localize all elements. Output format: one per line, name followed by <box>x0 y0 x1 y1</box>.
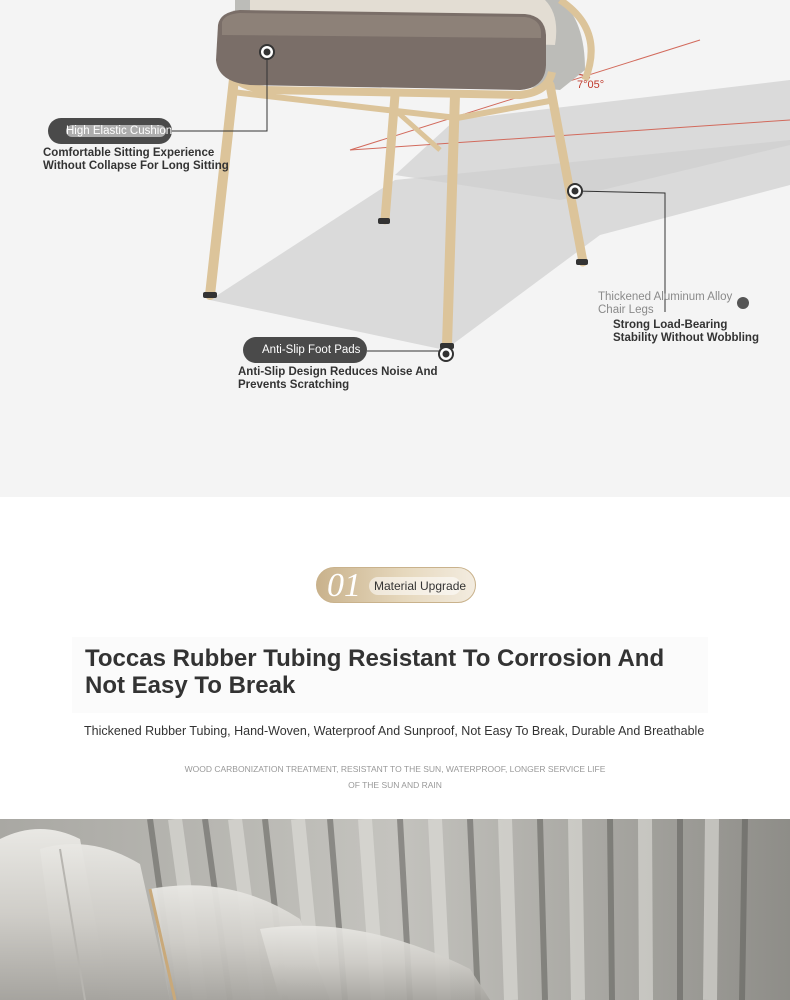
foot-pads-callout-pill <box>243 337 367 363</box>
foot-pads-callout-label: Anti-Slip Foot Pads <box>262 344 361 356</box>
headline-box <box>72 637 708 713</box>
foot-pad-marker <box>439 347 453 361</box>
foot-pads-callout-description: Anti-Slip Design Reduces Noise And Prevents Scratching <box>238 366 438 391</box>
legs-marker <box>568 184 582 198</box>
cushion-callout-label: High Elastic Cushion <box>66 125 173 137</box>
legs-callout-title: Thickened Aluminum Alloy Chair Legs <box>598 291 733 316</box>
chair-illustration <box>0 0 790 497</box>
product-diagram <box>0 0 790 497</box>
woven-rope-closeup-photo <box>0 819 790 1000</box>
angle-label: 7°05° <box>577 79 605 91</box>
material-upgrade-badge <box>316 567 476 603</box>
cushion-callout-pill <box>48 118 172 144</box>
legs-callout-description: Strong Load-Bearing Stability Without Wobbling <box>613 319 759 344</box>
badge-number: 01 <box>327 567 361 604</box>
cushion-marker <box>260 45 274 59</box>
section-headline: Toccas Rubber Tubing Resistant To Corrosion And Not Easy To Break <box>85 645 665 699</box>
legs-bullet-icon <box>737 297 749 309</box>
badge-label: Material Upgrade <box>374 579 467 593</box>
material-section <box>0 497 790 819</box>
section-fine-print: WOOD CARBONIZATION TREATMENT, RESISTANT TO THE SUN, WATERPROOF, LONGER SERVICE LIFE OF THE SUN AND RAIN <box>184 764 606 790</box>
section-subtitle: Thickened Rubber Tubing, Hand-Woven, Waterproof And Sunproof, Not Easy To Break, Durable And Breathable <box>84 724 705 738</box>
rope-texture-image <box>0 819 790 1000</box>
cushion-callout-description: Comfortable Sitting Experience Without Collapse For Long Sitting <box>43 147 229 172</box>
